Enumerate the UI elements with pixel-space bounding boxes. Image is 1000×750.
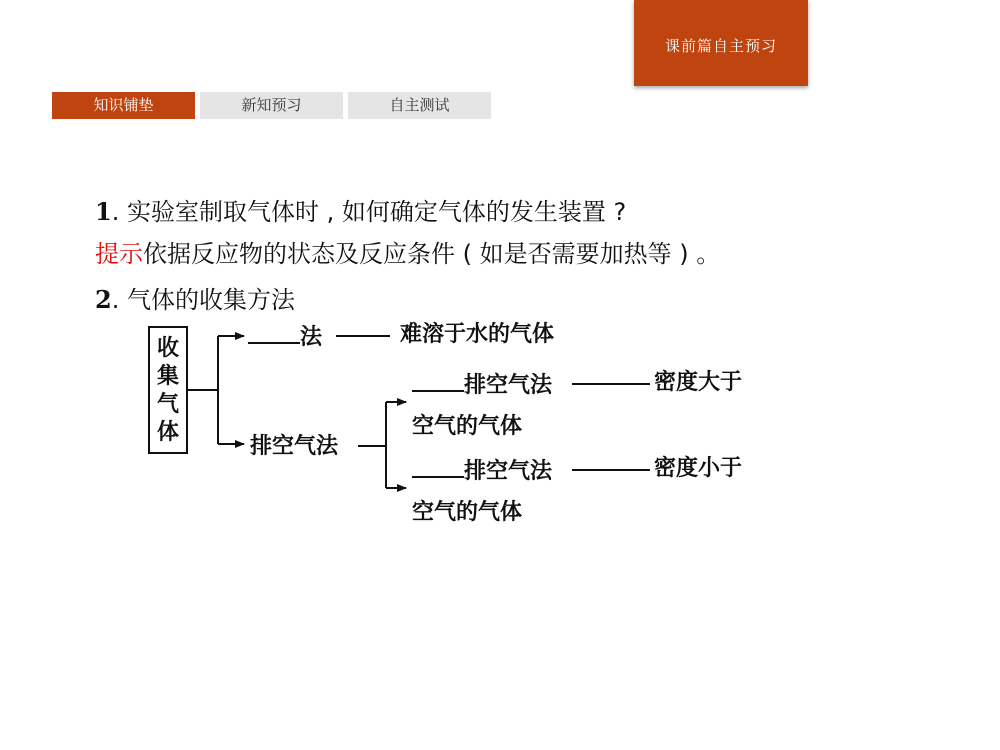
sub-1-desc-2: 空气的气体 xyxy=(412,414,523,439)
branch-2-label: 排空气法 xyxy=(250,434,339,459)
root-char: 气 xyxy=(156,392,179,417)
hint-label: 提示 xyxy=(95,240,143,268)
question-1 xyxy=(95,196,626,228)
sub-2 xyxy=(412,456,552,485)
hint-line xyxy=(95,238,720,270)
section-banner-label: 课前篇自主预习 xyxy=(664,37,777,55)
section-banner xyxy=(634,0,808,86)
branch-1-desc: 难溶于水的气体 xyxy=(400,322,555,347)
hint-text: 依据反应物的状态及反应条件 ( 如是否需要加热等 ) 。 xyxy=(143,240,721,268)
sub-1-label: 排空气法 xyxy=(464,373,553,398)
tab-knowledge-foundation[interactable]: 知识铺垫 xyxy=(52,92,195,119)
blank xyxy=(412,456,464,478)
sub-1-desc: 密度大于 xyxy=(654,370,743,395)
sub-2-desc-2: 空气的气体 xyxy=(412,500,523,525)
blank xyxy=(248,322,300,344)
root-char: 集 xyxy=(156,364,179,389)
root-char: 体 xyxy=(156,420,179,445)
sub-2-desc: 密度小于 xyxy=(654,456,743,481)
blank xyxy=(412,370,464,392)
gas-collection-diagram xyxy=(140,318,820,538)
sub-1 xyxy=(412,370,552,399)
tab-self-test[interactable]: 自主测试 xyxy=(348,92,491,119)
question-2-text: . 气体的收集方法 xyxy=(111,286,295,314)
branch-1 xyxy=(248,322,322,351)
root-box xyxy=(148,326,188,454)
question-2 xyxy=(95,284,295,316)
tab-new-knowledge-preview[interactable]: 新知预习 xyxy=(200,92,343,119)
sub-2-label: 排空气法 xyxy=(464,459,553,484)
branch-1-label: 法 xyxy=(300,325,323,350)
question-1-number: 1 xyxy=(95,197,112,226)
question-2-number: 2 xyxy=(95,285,112,314)
question-1-text: . 实验室制取气体时 , 如何确定气体的发生装置 ? xyxy=(111,198,627,226)
root-char: 收 xyxy=(156,336,179,361)
